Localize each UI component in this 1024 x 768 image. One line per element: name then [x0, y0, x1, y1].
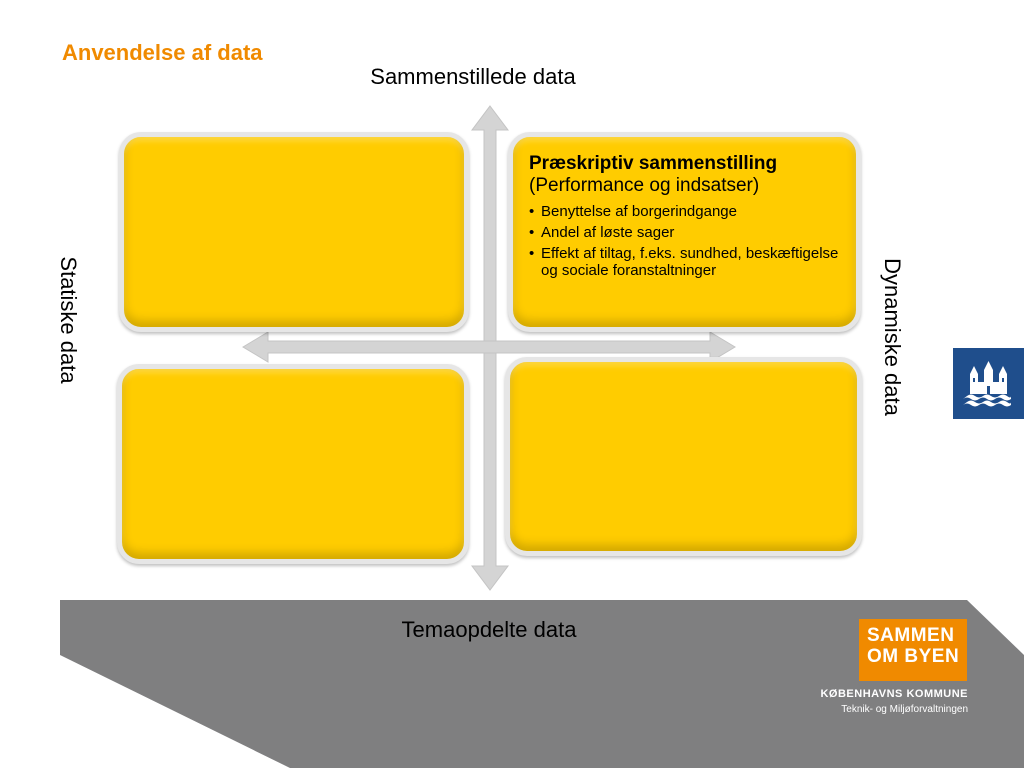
department-name: Teknik- og Miljøforvaltningen — [841, 704, 968, 715]
logo-line-2: OM BYEN — [867, 646, 960, 667]
logo-line-1: SAMMEN — [867, 625, 955, 646]
quadrant-top-right — [508, 132, 861, 332]
quadrant-bottom-right — [505, 357, 862, 556]
slide-title: Anvendelse af data — [62, 40, 263, 65]
quadrant-bottom-left — [117, 364, 469, 564]
axis-label-left: Statiske data — [56, 256, 81, 384]
quadrant-bullet-list — [529, 203, 842, 279]
bullet-item: • Andel af løste sager — [529, 224, 842, 241]
bullet-item: • Benyttelse af borgerindgange — [529, 203, 842, 220]
organization-name: KØBENHAVNS KOMMUNE — [820, 688, 968, 700]
axis-label-bottom: Temaopdelte data — [401, 617, 577, 642]
copenhagen-coat-of-arms-icon — [953, 348, 1024, 419]
sammen-om-byen-logo — [859, 619, 967, 681]
axis-label-right: Dynamiske data — [880, 258, 905, 416]
bullet-item: • Effekt af tiltag, f.eks. sundhed, beskæftigelse og sociale foranstaltninger — [529, 245, 842, 279]
quadrant-top-left — [119, 132, 469, 332]
quadrant-subtitle: (Performance og indsatser) — [529, 175, 760, 196]
axis-label-top: Sammenstillede data — [370, 64, 576, 89]
quadrant-title: Præskriptiv sammenstilling — [529, 153, 778, 174]
